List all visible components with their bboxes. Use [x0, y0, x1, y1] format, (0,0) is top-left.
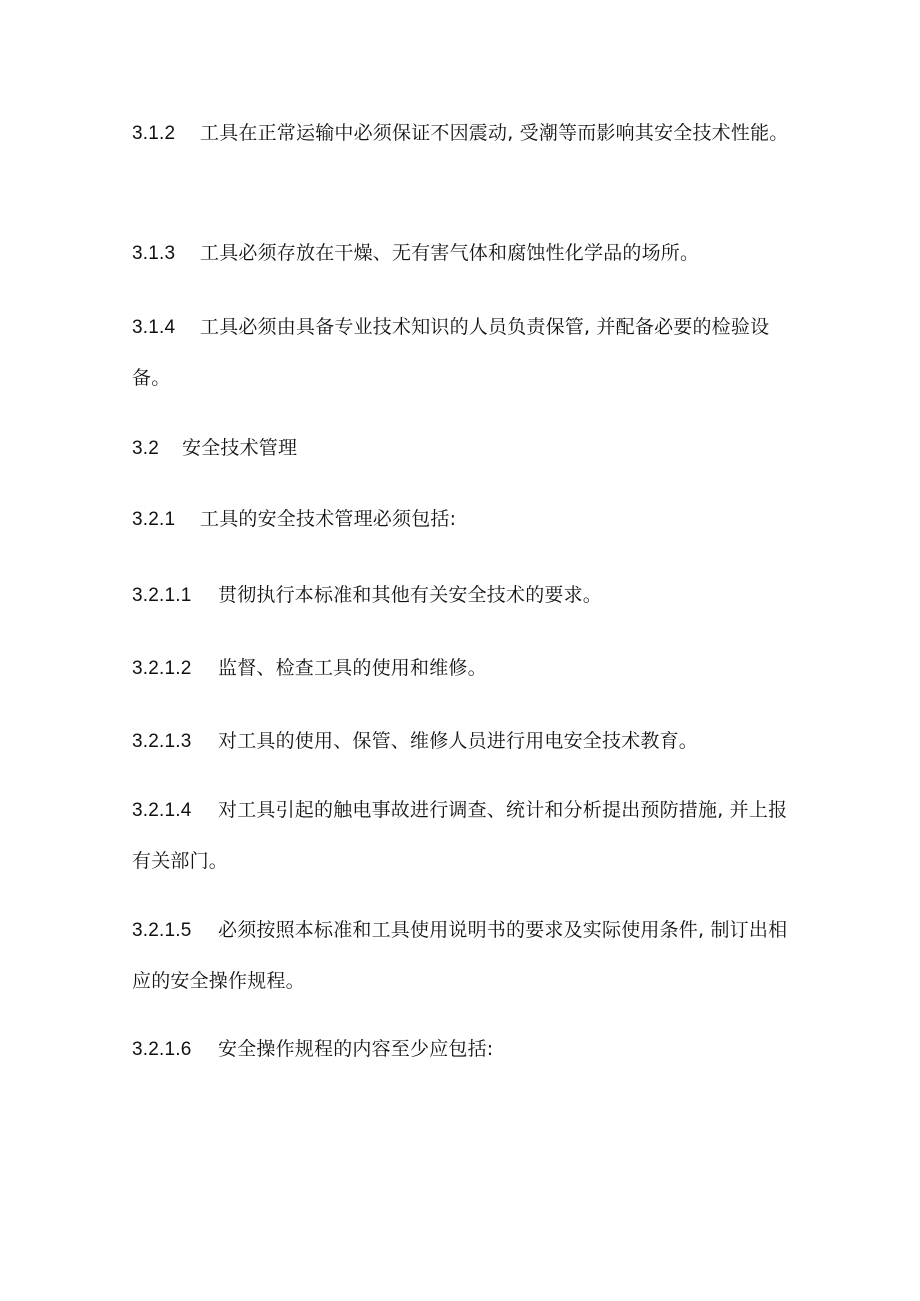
clause-number: 3.2.1.3 [132, 731, 192, 752]
paragraph-3-1-3 [132, 228, 802, 279]
clause-number: 3.2.1.1 [132, 585, 192, 606]
clause-number: 3.2.1.6 [132, 1039, 192, 1060]
clause-text: 监督、检查工具的使用和维修。 [218, 657, 487, 679]
clause-number: 3.1.3 [132, 243, 176, 264]
paragraph-3-2-1-4 [132, 785, 802, 886]
paragraph-3-2-1-2 [132, 643, 802, 694]
clause-number: 3.1.2 [132, 123, 176, 144]
clause-text: 安全技术管理 [182, 437, 298, 459]
clause-text: 安全操作规程的内容至少应包括: [218, 1038, 494, 1060]
clause-text: 工具必须由具备专业技术知识的人员负责保管, 并配备必要的检验设备。 [132, 316, 770, 389]
paragraph-3-2-1-3 [132, 716, 802, 767]
clause-text: 对工具引起的触电事故进行调查、统计和分析提出预防措施, 并上报有关部门。 [132, 799, 788, 872]
paragraph-3-1-2 [132, 108, 802, 159]
clause-text: 工具在正常运输中必须保证不因震动, 受潮等而影响其安全技术性能。 [200, 122, 789, 144]
clause-number: 3.1.4 [132, 317, 176, 338]
paragraph-3-2-1-1 [132, 570, 802, 621]
paragraph-3-2-1 [132, 494, 802, 545]
paragraph-3-2 [132, 423, 802, 474]
paragraph-3-2-1-5 [132, 905, 802, 1006]
clause-number: 3.2.1.2 [132, 658, 192, 679]
clause-text: 工具的安全技术管理必须包括: [200, 508, 457, 530]
clause-text: 工具必须存放在干燥、无有害气体和腐蚀性化学品的场所。 [200, 242, 700, 264]
paragraph-3-2-1-6 [132, 1024, 802, 1075]
clause-number: 3.2.1.4 [132, 800, 192, 821]
clause-number: 3.2.1.5 [132, 920, 192, 941]
paragraph-3-1-4 [132, 302, 802, 403]
clause-number: 3.2 [132, 438, 160, 459]
clause-text: 贯彻执行本标准和其他有关安全技术的要求。 [218, 584, 603, 606]
clause-number: 3.2.1 [132, 509, 176, 530]
clause-text: 对工具的使用、保管、维修人员进行用电安全技术教育。 [218, 730, 699, 752]
clause-text: 必须按照本标准和工具使用说明书的要求及实际使用条件, 制订出相应的安全操作规程。 [132, 919, 788, 992]
